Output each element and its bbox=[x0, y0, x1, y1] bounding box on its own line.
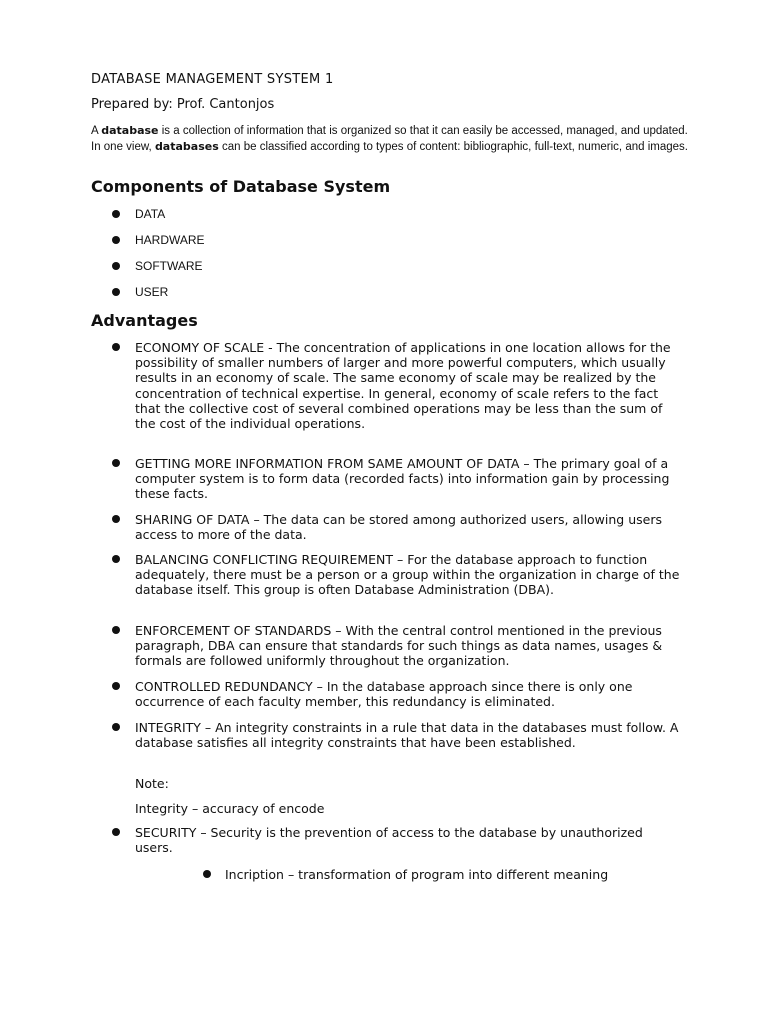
bullet-icon bbox=[112, 343, 120, 351]
components-heading: Components of Database System bbox=[91, 177, 391, 196]
advantage-item-security: SECURITY – Security is the prevention of access to the database by unauthorized users. bbox=[135, 825, 643, 856]
advantages-heading: Advantages bbox=[91, 311, 198, 330]
prepared-by: Prepared by: Prof. Cantonjos bbox=[91, 97, 275, 112]
bullet-icon bbox=[112, 210, 120, 218]
intro-paragraph bbox=[91, 123, 691, 155]
intro-bold-databases: databases bbox=[154, 140, 219, 153]
advantage-item: GETTING MORE INFORMATION FROM SAME AMOUNT OF DATA – The primary goal of a computer system is to form data (recorded facts) into information gain by processing these facts. bbox=[135, 456, 670, 502]
bullet-icon bbox=[112, 515, 120, 523]
sub-item-incription: Incription – transformation of program into different meaning bbox=[225, 867, 609, 882]
bullet-icon bbox=[112, 626, 120, 634]
advantage-item: ECONOMY OF SCALE - The concentration of applications in one location allows for the possibility of smaller numbers of larger and more powerful computers, which usually results in an economy of scale. The same economy of scale may be realized by the concentration of technical expertise. In general, economy of scale refers to the fact that the collective cost of several combined operations may be less than the sum of the cost of the individual operations. bbox=[135, 340, 671, 432]
intro-bold-database: database bbox=[101, 124, 159, 137]
advantage-item: SHARING OF DATA – The data can be stored among authorized users, allowing users access to more of the data. bbox=[135, 512, 662, 543]
intro-text-1: A bbox=[91, 125, 102, 137]
bullet-icon bbox=[112, 262, 120, 270]
bullet-icon bbox=[112, 682, 120, 690]
bullet-icon bbox=[112, 288, 120, 296]
advantage-item: BALANCING CONFLICTING REQUIREMENT – For the database approach to function adequately, there must be a person or a group within the organization in charge of the database itself. This group is often Database Administration (DBA). bbox=[135, 552, 680, 598]
component-item-data: DATA bbox=[135, 207, 166, 221]
bullet-icon bbox=[112, 459, 120, 467]
advantage-item: ENFORCEMENT OF STANDARDS – With the central control mentioned in the previous paragraph, DBA can ensure that standards for such things as data names, usages & formals are followed uniformly throughout the organization. bbox=[135, 623, 663, 669]
component-item-software: SOFTWARE bbox=[135, 259, 203, 273]
bullet-icon bbox=[112, 236, 120, 244]
document-title: DATABASE MANAGEMENT SYSTEM 1 bbox=[91, 72, 334, 87]
component-item-hardware: HARDWARE bbox=[135, 233, 205, 247]
intro-text-3: can be classified according to types of content: bibliographic, full-text, numeric, and images. bbox=[218, 141, 688, 153]
note-label: Note: bbox=[135, 776, 169, 791]
component-item-user: USER bbox=[135, 285, 169, 299]
bullet-icon bbox=[203, 870, 211, 878]
note-text: Integrity – accuracy of encode bbox=[135, 801, 325, 816]
bullet-icon bbox=[112, 828, 120, 836]
intro-text-2: is a collection of information that is organized so that it can easily be accessed, managed, and updated. In one view, bbox=[91, 125, 688, 153]
bullet-icon bbox=[112, 723, 120, 731]
advantage-item: INTEGRITY – An integrity constraints in a rule that data in the databases must follow. A database satisfies all integrity constraints that have been established. bbox=[135, 720, 679, 751]
bullet-icon bbox=[112, 555, 120, 563]
advantage-item: CONTROLLED REDUNDANCY – In the database approach since there is only one occurrence of each faculty member, this redundancy is eliminated. bbox=[135, 679, 633, 710]
